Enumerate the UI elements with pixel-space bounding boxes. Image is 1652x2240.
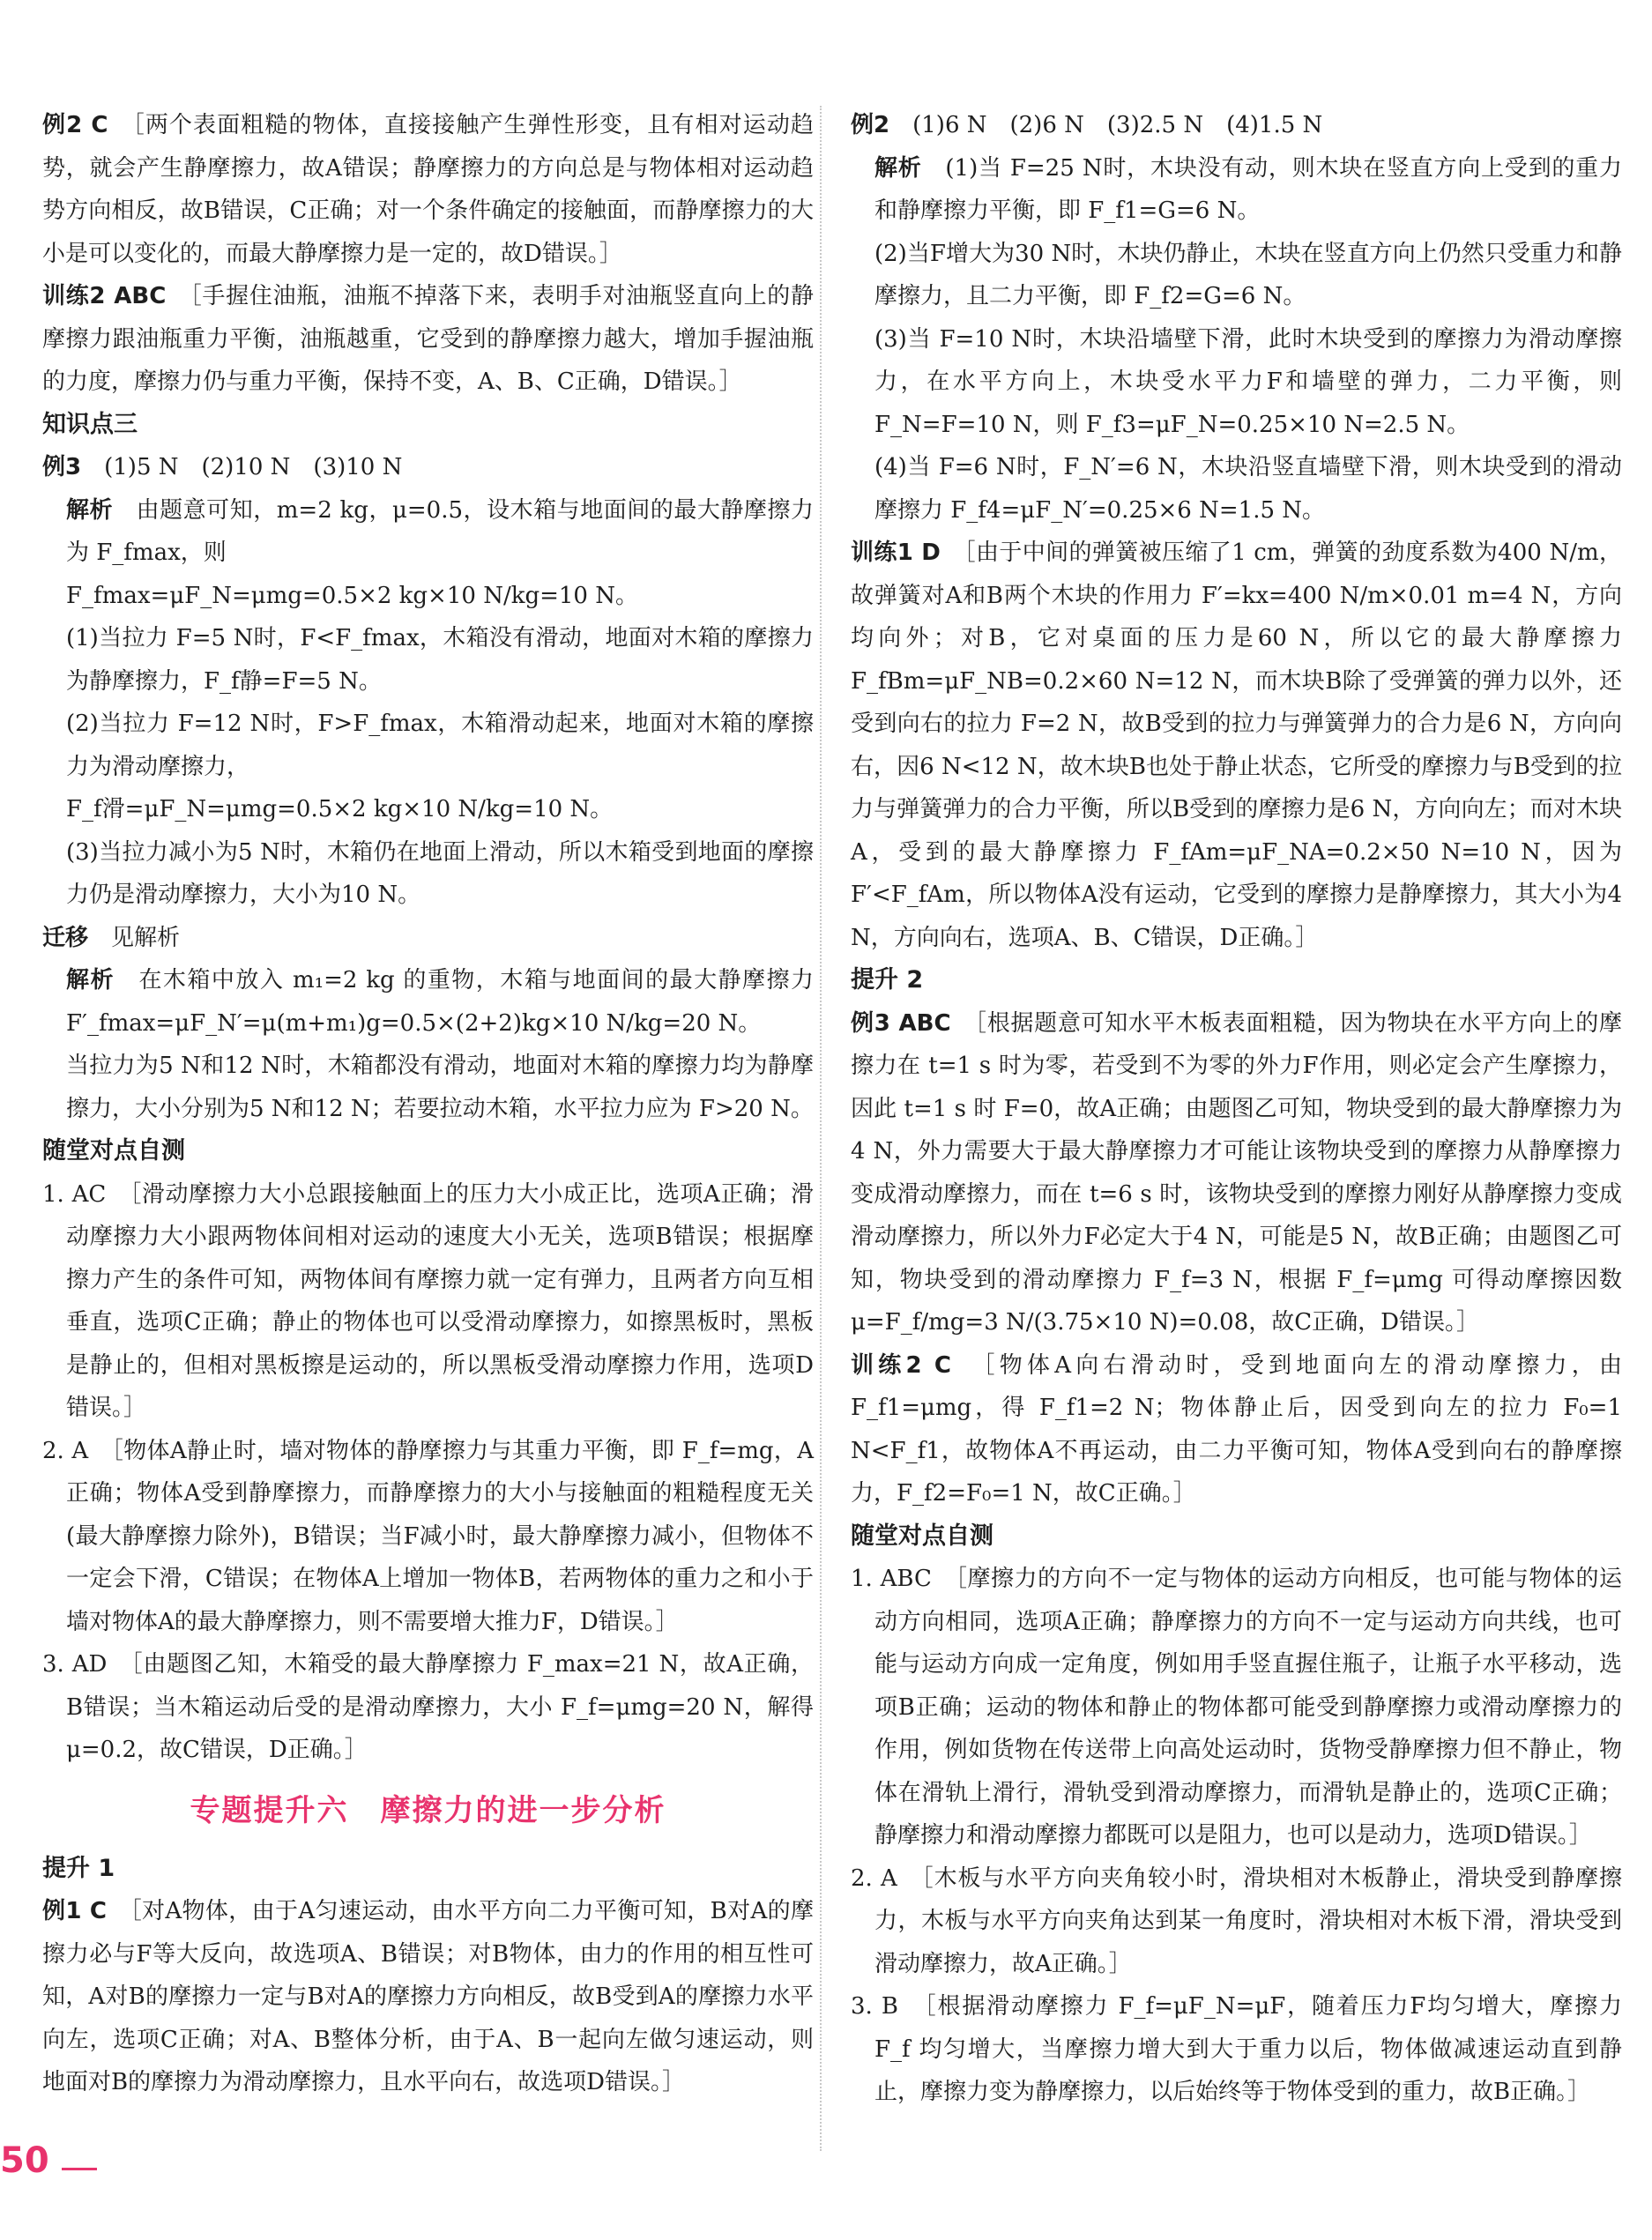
answer-text: (2)当F增大为30 N时，木块仍静止，木块在竖直方向上仍然只受重力和静摩擦力，且二力平衡，即 F_f2=G=6 N。 [874,240,1622,309]
answer-text: (1)6 N (2)6 N (3)2.5 N (4)1.5 N [912,112,1323,138]
answer-paragraph [851,147,1622,233]
answer-text: ［由于中间的弹簧被压缩了1 cm，弹簧的劲度系数为400 N/m，故弹簧对A和B两个木块的作用力 F′=kx=400 N/m×0.01 m=4 N，方向均向外；对B，它对桌面的压力是60 N，所以它的最大静摩擦力 F_fBm=μF_NB=0.2×60 N=12 N，而木块B除了受弹簧的弹力以外，还受到向右的拉力 F=2 N，故B受到的拉力与弹簧弹力的合力是6 N，方向向右，因6 N<12 N，故木块B也处于静止状态，它所受的摩擦力与B受到的拉力与弹簧弹力的合力平衡，所以B受到的摩擦力是6 N，方向向左；而对木块A，受到的最大静摩擦力 F_fAm=μF_NA=0.2×50 N=10 N，因为 F′<F_fAm，所以物体A没有运动，它受到的摩擦力是静摩擦力，其大小为4 N，方向向右，选项A、B、C错误，D正确。］ [851,540,1622,951]
section-heading: 随堂对点自测 [42,1137,185,1165]
answer-paragraph [851,1985,1622,2114]
answer-text: (3)当 F=10 N时，木块沿墙壁下滑，此时木块受到的摩擦力为滑动摩擦力，在水平方向上，木块受水平力F和墙壁的弹力，二力平衡，则 F_N=F=10 N，则 F_f3=μF_N=0.25×10 N=2.5 N。 [874,325,1622,438]
answer-paragraph [851,1002,1622,1344]
column-divider [820,106,822,2151]
answer-paragraph [42,104,814,275]
answer-text: 1. ABC ［摩擦力的方向不一定与物体的运动方向相反，也可能与物体的运动方向相同，选项A正确；静摩擦力的方向不一定与运动方向共线，也可能与运动方向成一定角度，例如用手竖直握住瓶子，让瓶子水平移动，选项B正确；运动的物体和静止的物体都可能受到静摩擦力或滑动摩擦力的作用，例如货物在传送带上向高处运动时，货物受静摩擦力但不静止，物体在滑轨上滑行，滑轨受到滑动摩擦力，而滑轨是静止的，选项C正确；静摩擦力和滑动摩擦力都既可以是阻力，也可以是动力，选项D错误。］ [851,1566,1622,1849]
answer-text: 见解析 [111,924,181,951]
answer-paragraph [42,617,814,703]
answer-text: 1. AC ［滑动摩擦力大小总跟接触面上的压力大小成正比，选项A正确；滑动摩擦力大小跟两物体间相对运动的速度大小无关，选项B错误；根据摩擦力产生的条件可知，两物体间有摩擦力就一定有弹力，且两者方向互相垂直，选项C正确；静止的物体也可以受滑动摩擦力，如擦黑板时，黑板是静止的，但相对黑板擦是运动的，所以黑板受滑动摩擦力作用，选项D错误。］ [42,1180,814,1421]
section-heading: 随堂对点自测 [851,1522,993,1550]
answer-paragraph [42,1045,814,1130]
answer-text: (1)5 N (2)10 N (3)10 N [104,454,403,480]
answer-label: 例2 [851,112,890,138]
answer-paragraph [42,489,814,575]
answer-paragraph [42,917,814,960]
answer-paragraph [42,275,814,404]
answer-text: 2. A ［木板与水平方向夹角较小时，滑块相对木板静止，滑块受到静摩擦力，木板与水平方向夹角达到某一角度时，滑块相对木板下滑，滑块受到滑动摩擦力，故A正确。］ [851,1864,1622,1977]
section-heading: 提升 2 [851,966,924,993]
answer-text: ［手握住油瓶，油瓶不掉落下来，表明手对油瓶竖直向上的静摩擦力跟油瓶重力平衡，油瓶越重，它受到的静摩擦力越大，增加手握油瓶的力度，摩擦力仍与重力平衡，保持不变，A、B、C正确，D错误。］ [42,283,814,395]
answer-paragraph [851,318,1622,447]
answer-label: 训练1 D [851,540,941,566]
answer-text: ［根据题意可知水平木板表面粗糙，因为物块在水平方向上的摩擦力在 t=1 s 时为零，若受到不为零的外力F作用，则必定会产生摩擦力，因此 t=1 s 时 F=0，故A正确；由题图乙可知，物块受到的最大静摩擦力为4 N，外力需要大于最大静摩擦力才可能让该物块受到的摩擦力从静摩擦力变成滑动摩擦力，而在 t=6 s 时，该物块受到的摩擦力刚好从静摩擦力变成滑动摩擦力，所以外力F必定大于4 N，可能是5 N，故B正确；由题图乙可知，物块受到的滑动摩擦力 F_f=3 N，根据 F_f=μmg 可得动摩擦因数 μ=F_f/mg=3 N/(3.75×10 N)=0.08，故C正确，D错误。］ [851,1009,1622,1336]
answer-text: 2. A ［物体A静止时，墙对物体的静摩擦力与其重力平衡，即 F_f=mg，A正确；物体A受到静摩擦力，而静摩擦力的大小与接触面的粗糙程度无关(最大静摩擦力除外)，B错误；当F减小时，最大静摩擦力减小，但物体不一定会下滑，C错误；在物体A上增加一物体B，若两物体的重力之和小于墙对物体A的最大静摩擦力，则不需要增大推力F，D错误。］ [42,1437,814,1635]
answer-text: ［两个表面粗糙的物体，直接接触产生弹性形变，且有相对运动趋势，就会产生静摩擦力，故A错误；静摩擦力的方向总是与物体相对运动趋势方向相反，故B错误，C正确；对一个条件确定的接触面，而静摩擦力的大小是可以变化的，而最大静摩擦力是一定的，故D错误。］ [42,112,814,267]
answer-label: 训练2 ABC [42,283,167,309]
answer-paragraph [851,233,1622,318]
answer-text: (4)当 F=6 N时，F_N′=6 N，木块沿竖直墙壁下滑，则木块受到的滑动摩擦力 F_f4=μF_N′=0.25×6 N=1.5 N。 [874,454,1622,524]
answer-text: ［对A物体，由于A匀速运动，由水平方向二力平衡可知，B对A的摩擦力必与F等大反向，故选项A、B错误；对B物体，由力的作用的相互性可知，A对B的摩擦力一定与B对A的摩擦力方向相反，故B受到A的摩擦力水平向左，选项C正确；对A、B整体分析，由于A、B一起向左做匀速运动，则地面对B的摩擦力为滑动摩擦力，且水平向右，故选项D错误。］ [42,1898,814,2095]
page-number: 50 [0,2140,49,2181]
answer-paragraph [851,532,1622,959]
answer-paragraph [851,1344,1622,1515]
answer-text: 3. B ［根据滑动摩擦力 F_f=μF_N=μF，随着压力F均匀增大，摩擦力 F_f 均匀增大，当摩擦力增大到大于重力以后，物体做减速运动直到静止，摩擦力变为静摩擦力，以后始终等于物体受到的重力，故B正确。］ [851,1993,1622,2105]
answer-label: 例1 C [42,1898,107,1924]
answer-label: 解析 [66,967,115,993]
answer-label: 例3 ABC [851,1009,951,1037]
section-heading: 提升 1 [42,1854,115,1882]
answer-paragraph [42,1643,814,1772]
answer-paragraph [851,446,1622,532]
answer-paragraph [851,1558,1622,1857]
answer-paragraph [42,446,814,489]
right-column [851,104,1622,2114]
answer-label: 训练2 C [851,1351,951,1379]
answer-paragraph [851,104,1622,147]
answer-text: 当拉力为5 N和12 N时，木箱都没有滑动，地面对木箱的摩擦力均为静摩擦力，大小分别为5 N和12 N；若要拉动木箱，水平拉力应为 F>20 N。 [66,1053,814,1122]
answer-text: F_f滑=μF_N=μmg=0.5×2 kg×10 N/kg=10 N。 [66,796,614,822]
answer-paragraph [851,1857,1622,1986]
answer-text: (3)当拉力减小为5 N时，木箱仍在地面上滑动，所以木箱受到地面的摩擦力仍是滑动摩擦力，大小为10 N。 [66,838,814,908]
answer-label: 例2 C [42,112,108,138]
answer-paragraph [42,1890,814,2104]
answer-paragraph [42,1173,814,1430]
answer-label: 解析 [66,496,114,524]
page-number-rule [62,2168,97,2170]
answer-label: 迁移 [42,924,89,951]
answer-text: (1)当拉力 F=5 N时，F<F_fmax，木箱没有滑动，地面对木箱的摩擦力为静摩擦力，F_f静=F=5 N。 [66,625,814,695]
left-column [42,104,814,2104]
answer-text: ［物体A向右滑动时，受到地面向左的滑动摩擦力，由 F_f1=μmg，得 F_f1=2 N；物体静止后，因受到向左的拉力 F₀=1 N<F_f1，故物体A不再运动，由二力平衡可知，物体A受到向右的静摩擦力，F_f2=F₀=1 N，故C正确。］ [851,1351,1622,1507]
answer-text: (2)当拉力 F=12 N时，F>F_fmax，木箱滑动起来，地面对木箱的摩擦力为滑动摩擦力， [66,711,814,780]
answer-text: 在木箱中放入 m₁=2 kg 的重物，木箱与地面间的最大静摩擦力 F′_fmax=μF_N′=μ(m+m₁)g=0.5×(2+2)kg×10 N/kg=20 N。 [66,967,814,1037]
section-title: 专题提升六 摩擦力的进一步分析 [190,1792,666,1828]
answer-paragraph [42,788,814,831]
answer-paragraph [42,1430,814,1644]
section-heading: 知识点三 [42,410,138,438]
answer-label: 解析 [874,154,922,182]
answer-label: 例3 [42,454,82,480]
answer-text: 3. AD ［由题图乙知，木箱受的最大静摩擦力 F_max=21 N，故A正确，B错误；当木箱运动后受的是滑动摩擦力，大小 F_f=μmg=20 N，解得 μ=0.2，故C错误，D正确。］ [42,1651,814,1763]
answer-text: 由题意可知，m=2 kg，μ=0.5，设木箱与地面间的最大静摩擦力为 F_fmax，则 [66,496,814,566]
answer-text: F_fmax=μF_N=μmg=0.5×2 kg×10 N/kg=10 N。 [66,582,638,609]
answer-paragraph [42,703,814,788]
answer-paragraph [42,575,814,618]
answer-paragraph [42,959,814,1045]
answer-paragraph [42,831,814,917]
answer-text: (1)当 F=25 N时，木块没有动，则木块在竖直方向上受到的重力和静摩擦力平衡，即 F_f1=G=6 N。 [874,154,1622,224]
